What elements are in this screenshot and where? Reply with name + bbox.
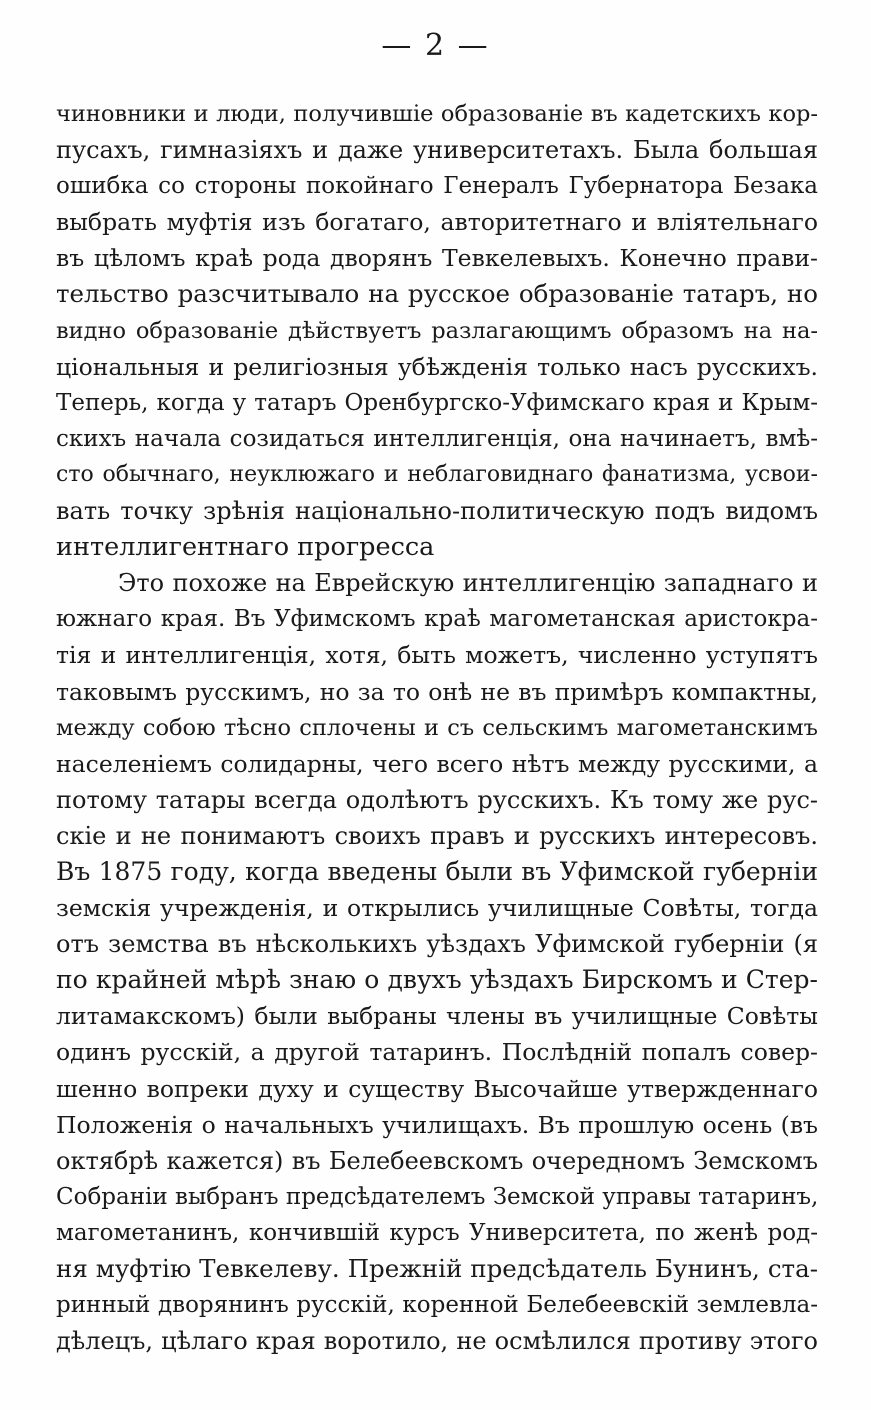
text-line: шенно вопреки духу и существу Высочайше утвержденнаго (56, 1074, 818, 1103)
text-line: вать точку зрѣнія національно-политическую подъ видомъ (56, 497, 818, 526)
text-line: ціональныя и религіозныя убѣжденія только насъ русскихъ. (56, 352, 818, 381)
text-line: выбрать муфтія изъ богатаго, авторитетнаго и вліятельнаго (56, 208, 818, 237)
text-line: отъ земства въ нѣсколькихъ уѣздахъ Уфимской губерніи (я (56, 930, 818, 959)
text-line: пусахъ, гимназіяхъ и даже университетахъ. Была большая (56, 136, 818, 165)
text-line: скихъ начала созидаться интеллигенція, она начинаетъ, вмѣ- (56, 425, 818, 452)
text-line: литамакскомъ) были выбраны члены въ училищные Совѣты (56, 1002, 818, 1031)
text-line: Въ 1875 году, когда введены были въ Уфимской губерніи (56, 856, 818, 886)
text-line: ошибка со стороны покойнаго Генералъ Губернатора Безака (56, 173, 818, 200)
text-line: тельство разсчитывало на русское образованіе татаръ, но (56, 279, 818, 309)
text-line: тія и интеллигенція, хотя, быть можетъ, численно уступятъ (56, 641, 818, 670)
text-line: южнаго края. Въ Уфимскомъ краѣ магометанская аристокра- (56, 606, 818, 633)
text-line: чиновники и люди, получившіе образованіе въ кадетскихъ кор- (56, 101, 818, 127)
text-line: одинъ русскій, а другой татаринъ. Послѣдній попалъ совер- (56, 1038, 818, 1067)
text-line: интеллигентнаго прогресса (56, 532, 435, 563)
body-text (56, 96, 818, 1359)
text-line: скіе и не понимаютъ своихъ правъ и русскихъ интересовъ. (56, 821, 818, 850)
page-number: — 2 — (381, 28, 490, 63)
text-line: ринный дворянинъ русскій, коренной Белебеевскій землевла- (56, 1292, 818, 1319)
text-line: дѣлецъ, цѣлаго края воротило, не осмѣлился противу этого (56, 1327, 818, 1356)
text-line: октябрѣ кажется) въ Белебеевскомъ очередномъ Земскомъ (56, 1146, 818, 1175)
text-line: по крайней мѣрѣ знаю о двухъ уѣздахъ Бирскомъ и Стер- (56, 965, 818, 995)
text-line: потому татары всегда одолѣютъ русскихъ. Къ тому же рус- (56, 785, 818, 814)
text-line: въ цѣломъ краѣ рода дворянъ Тевкелевыхъ. Конечно прави- (56, 244, 818, 273)
text-line: между собою тѣсно сплочены и съ сельскимъ магометанскимъ (56, 714, 818, 741)
text-line: сто обычнаго, неуклюжаго и неблаговиднаго фанатизма, усвои- (56, 461, 818, 487)
text-line: населеніемъ солидарны, чего всего нѣтъ между русскими, а (56, 749, 818, 778)
text-line: земскія учрежденія, и открылись училищные Совѣты, тогда (56, 894, 818, 923)
text-line: Положенія о начальныхъ училищахъ. Въ прошлую осень (въ (56, 1110, 818, 1139)
paragraph-1 (56, 96, 818, 565)
text-line: магометанинъ, кончившій курсъ Университета, по женѣ род- (56, 1219, 818, 1246)
paragraph-2 (56, 565, 818, 1359)
text-line: ня муфтію Тевкелеву. Прежній предсѣдатель Бунинъ, ста- (56, 1254, 818, 1283)
text-line: Собраніи выбранъ предсѣдателемъ Земской управы татаринъ, (56, 1183, 818, 1210)
text-line: видно образованіе дѣйствуетъ разлагающимъ образомъ на на- (56, 317, 818, 344)
text-line: Это похоже на Еврейскую интеллигенцію западнаго и (118, 569, 818, 598)
text-line: Теперь, когда у татаръ Оренбургско-Уфимскаго края и Крым- (56, 389, 818, 416)
text-line: таковымъ русскимъ, но за то онѣ не въ примѣръ компактны, (56, 677, 818, 706)
